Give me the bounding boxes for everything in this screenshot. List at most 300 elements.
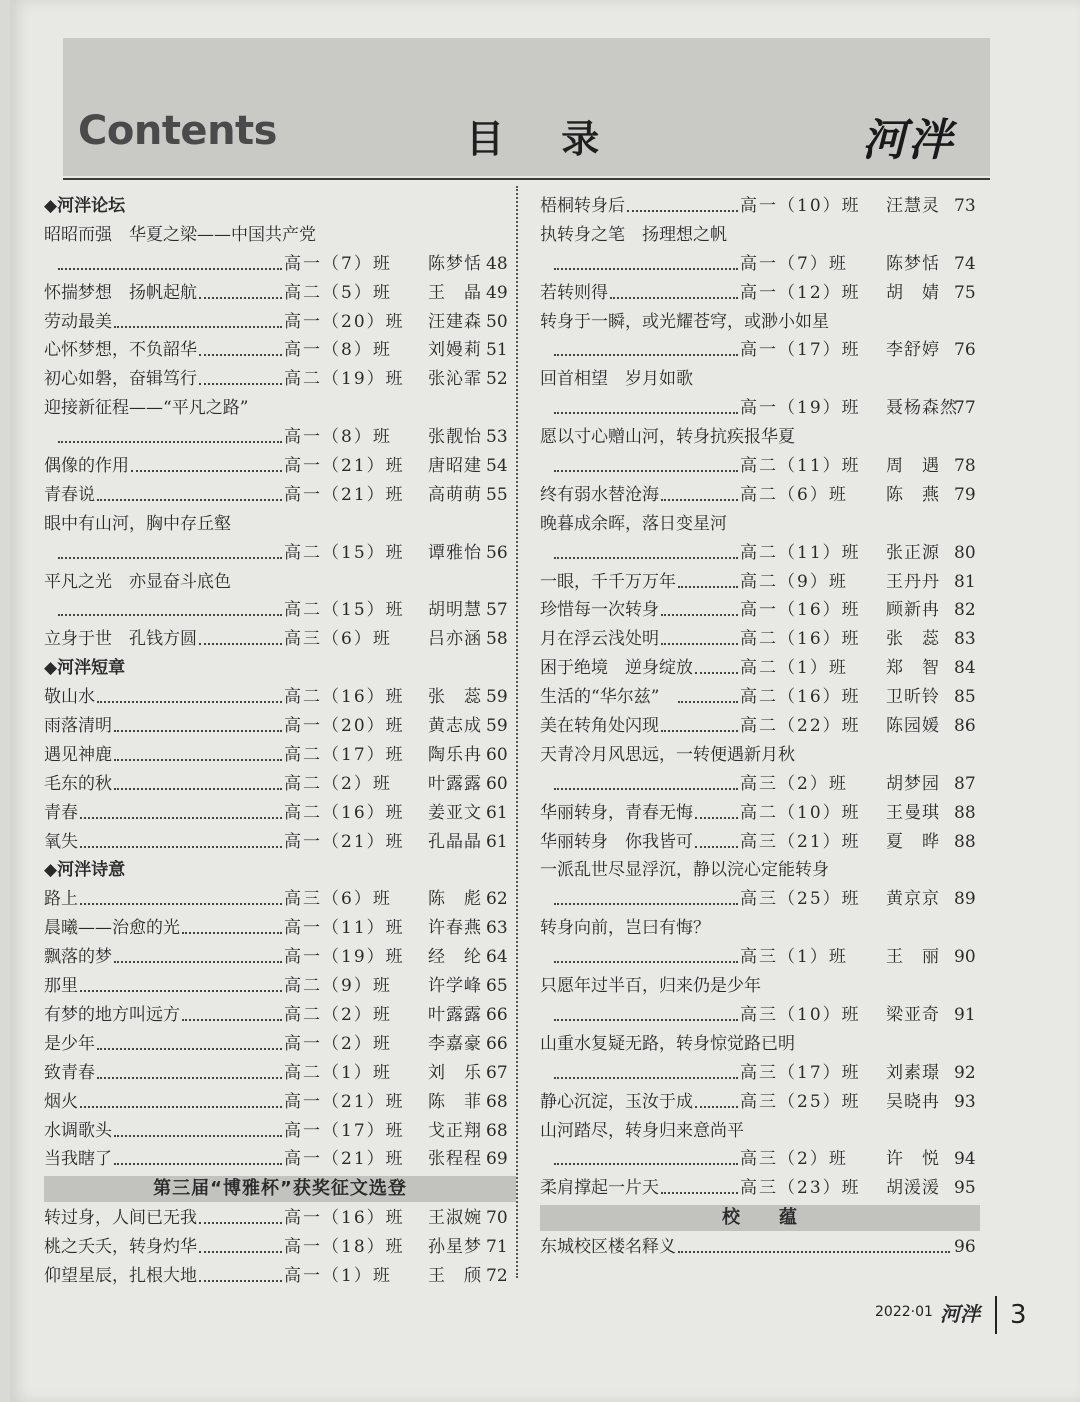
entry-page-number: 71 [486, 1237, 508, 1258]
toc-entry[interactable] [540, 1174, 980, 1203]
entry-title: 回首相望 岁月如歌 [540, 369, 693, 390]
entry-class: 高二（16）班 [740, 687, 861, 708]
entry-title: 昭昭而强 华夏之梁——中国共产党 [44, 224, 316, 245]
toc-entry[interactable] [540, 336, 980, 365]
header-rule [63, 178, 990, 180]
entry-class: 高一（17）班 [740, 340, 861, 361]
entry-author: 王淑婉 [428, 1208, 482, 1229]
entry-class: 高一（17）班 [284, 1120, 405, 1141]
toc-entry[interactable] [44, 568, 516, 597]
toc-entry[interactable] [44, 770, 516, 799]
leader-dots [199, 365, 282, 385]
footer-divider [995, 1296, 997, 1334]
toc-entry[interactable] [44, 1088, 516, 1117]
entry-title: 晚暮成余晖，落日变星河 [540, 513, 727, 534]
entry-page-number: 66 [486, 1004, 508, 1025]
entry-page-number: 82 [954, 600, 976, 621]
entry-class: 高三（6）班 [284, 889, 392, 910]
entry-class: 高一（20）班 [284, 716, 405, 737]
toc-entry[interactable] [540, 712, 980, 741]
entry-author: 谭雅怡 [428, 542, 482, 563]
entry-class: 高一（16）班 [740, 600, 861, 621]
entry-title: 生活的“华尔兹” [540, 687, 660, 708]
toc-entry[interactable] [540, 365, 980, 394]
entry-page-number: 85 [954, 687, 976, 708]
toc-entry[interactable] [540, 481, 980, 510]
entry-page-number: 95 [954, 1178, 976, 1199]
entry-author: 周 遇 [886, 456, 940, 477]
entry-page-number: 51 [486, 340, 508, 361]
toc-entry[interactable] [44, 539, 516, 568]
section-heading [44, 856, 516, 885]
leader-dots [58, 539, 282, 559]
leader-dots [661, 1174, 738, 1194]
leader-dots [695, 1088, 738, 1108]
entry-author: 姜亚文 [428, 802, 482, 823]
entry-author: 黄志成 [428, 716, 482, 737]
entry-title: 那里 [44, 976, 78, 997]
entry-class: 高三（2）班 [740, 1149, 848, 1170]
entry-page-number: 84 [954, 658, 976, 679]
entry-class: 高一（18）班 [284, 1237, 405, 1258]
entry-author: 吴晓冉 [886, 1091, 940, 1112]
entry-title: 东城校区楼名释义 [540, 1237, 676, 1258]
entry-title: 青春说 [44, 484, 95, 505]
contents-label: Contents [78, 108, 277, 154]
toc-entry[interactable] [540, 828, 980, 857]
page-number: 3 [1010, 1300, 1027, 1330]
leader-dots [80, 1088, 282, 1108]
entry-title: 柔肩撑起一片天 [540, 1178, 659, 1199]
entry-title: 当我瞎了 [44, 1149, 112, 1170]
entry-author: 叶露露 [428, 1004, 482, 1025]
entry-author: 陈 彪 [428, 889, 482, 910]
entry-page-number: 88 [954, 831, 976, 852]
entry-title: 毛东的秋 [44, 773, 112, 794]
toc-entry[interactable] [44, 1145, 516, 1174]
toc-entry[interactable] [44, 712, 516, 741]
toc-entry[interactable] [540, 394, 980, 423]
entry-class: 高二（15）班 [284, 600, 405, 621]
toc-entry[interactable] [44, 1059, 516, 1088]
entry-page-number: 61 [486, 831, 508, 852]
page-title: 目 录 [466, 117, 622, 161]
section-band: 第三届“博雅杯”获奖征文选登 [44, 1176, 516, 1202]
toc-entry[interactable] [540, 856, 980, 885]
entry-title: 劳动最美 [44, 311, 112, 332]
toc-entry[interactable] [44, 365, 516, 394]
leader-dots [131, 452, 282, 472]
toc-entry[interactable] [44, 914, 516, 943]
leader-dots [554, 336, 738, 356]
footer-issue: 2022·01 [875, 1304, 933, 1320]
entry-author: 经 纶 [428, 947, 482, 968]
toc-entry[interactable] [540, 654, 980, 683]
entry-class: 高三（6）班 [284, 629, 392, 650]
entry-class: 高一（21）班 [284, 1149, 405, 1170]
toc-entry[interactable] [44, 510, 516, 539]
toc-entry[interactable] [44, 221, 516, 250]
leader-dots [695, 654, 738, 674]
entry-author: 陈园媛 [886, 716, 940, 737]
entry-author: 张 蕊 [886, 629, 940, 650]
entry-page-number: 75 [954, 282, 976, 303]
toc-entry[interactable] [540, 568, 980, 597]
entry-class: 高一（21）班 [284, 484, 405, 505]
entry-author: 张正源 [886, 542, 940, 563]
entry-author: 夏 晔 [886, 831, 940, 852]
entry-class: 高二（11）班 [740, 542, 861, 563]
leader-dots [114, 770, 282, 790]
entry-page-number: 80 [954, 542, 976, 563]
entry-page-number: 52 [486, 369, 508, 390]
entry-title: 遇见神鹿 [44, 744, 112, 765]
entry-title: 敬山水 [44, 687, 95, 708]
toc-entry[interactable] [540, 1059, 980, 1088]
leader-dots [661, 481, 738, 501]
entry-class: 高一（2）班 [284, 1033, 392, 1054]
entry-class: 高一（21）班 [284, 456, 405, 477]
entry-class: 高二（16）班 [740, 629, 861, 650]
entry-page-number: 50 [486, 311, 508, 332]
leader-dots [627, 192, 738, 212]
leader-dots [199, 1233, 282, 1253]
entry-class: 高二（9）班 [740, 571, 848, 592]
leader-dots [80, 972, 282, 992]
entry-title: 梧桐转身后 [540, 196, 625, 216]
entry-title: 平凡之光 亦显奋斗底色 [44, 571, 231, 592]
entry-class: 高一（12）班 [740, 282, 861, 303]
entry-title: 执转身之笔 扬理想之帆 [540, 224, 727, 245]
entry-author: 李舒婷 [886, 340, 940, 361]
entry-author: 陈梦恬 [886, 253, 940, 274]
entry-author: 汪慧灵 [886, 196, 940, 216]
entry-title: 偶像的作用 [44, 456, 129, 477]
entry-title: 一派乱世尽显浮沉，静以浣心定能转身 [540, 860, 829, 881]
toc-entry[interactable] [540, 1088, 980, 1117]
entry-class: 高一（7）班 [284, 253, 392, 274]
entry-page-number: 59 [486, 687, 508, 708]
entry-author: 梁亚奇 [886, 1004, 940, 1025]
toc-entry[interactable] [44, 885, 516, 914]
entry-page-number: 63 [486, 918, 508, 939]
entry-title: 飘落的梦 [44, 947, 112, 968]
toc-entry[interactable] [44, 683, 516, 712]
entry-class: 高三（23）班 [740, 1178, 861, 1199]
entry-class: 高二（2）班 [284, 773, 392, 794]
entry-title: 困于绝境 逆身绽放 [540, 658, 693, 679]
entry-author: 胡湲湲 [886, 1178, 940, 1199]
entry-class: 高一（21）班 [284, 1091, 405, 1112]
entry-title: 烟火 [44, 1091, 78, 1112]
leader-dots [678, 568, 738, 588]
entry-title: 静心沉淀，玉汝于成 [540, 1091, 693, 1112]
leader-dots [58, 423, 282, 443]
toc-entry[interactable] [44, 1204, 516, 1233]
entry-author: 陈 燕 [886, 484, 940, 505]
toc-entry[interactable] [44, 1262, 516, 1291]
leader-dots [695, 799, 738, 819]
toc-entry[interactable] [540, 539, 980, 568]
entry-page-number: 79 [954, 484, 976, 505]
toc-entry[interactable] [44, 481, 516, 510]
toc-entry[interactable] [44, 1030, 516, 1059]
entry-title: 桃之夭夭，转身灼华 [44, 1237, 197, 1258]
entry-author: 刘素璟 [886, 1062, 940, 1083]
toc-entry[interactable] [540, 1145, 980, 1174]
entry-page-number: 68 [486, 1120, 508, 1141]
entry-author: 王 晶 [428, 282, 482, 303]
entry-class: 高三（25）班 [740, 889, 861, 910]
toc-entry[interactable] [540, 1030, 980, 1059]
entry-class: 高二（22）班 [740, 716, 861, 737]
leader-dots [199, 1262, 282, 1282]
toc-entry[interactable] [540, 1001, 980, 1030]
leader-dots [58, 596, 282, 616]
toc-entry[interactable] [540, 943, 980, 972]
toc-entry[interactable] [540, 799, 980, 828]
toc-entry[interactable] [540, 741, 980, 770]
entry-title: 华丽转身 你我皆可 [540, 831, 693, 852]
entry-title: 晨曦——治愈的光 [44, 918, 180, 939]
toc-entry[interactable] [540, 770, 980, 799]
leader-dots [554, 452, 738, 472]
toc-entry[interactable] [540, 308, 980, 337]
section-heading [44, 654, 516, 683]
entry-class: 高二（1）班 [284, 1062, 392, 1083]
entry-class: 高二（10）班 [740, 802, 861, 823]
toc-entry[interactable] [44, 1233, 516, 1262]
leader-dots [58, 250, 282, 270]
toc-entry[interactable] [44, 279, 516, 308]
leader-dots [114, 943, 282, 963]
entry-page-number: 92 [954, 1062, 976, 1083]
entry-page-number: 69 [486, 1149, 508, 1170]
entry-title: 华丽转身，青春无悔 [540, 802, 693, 823]
leader-dots [80, 799, 282, 819]
entry-class: 高二（11）班 [740, 456, 861, 477]
entry-author: 张程程 [428, 1149, 482, 1170]
entry-class: 高一（8）班 [284, 427, 392, 448]
toc-entry[interactable] [540, 510, 980, 539]
leader-dots [554, 885, 738, 905]
entry-class: 高一（16）班 [284, 1208, 405, 1229]
entry-class: 高一（1）班 [284, 1266, 392, 1287]
entry-title: 山河踏尽，转身归来意尚平 [540, 1120, 744, 1141]
entry-page-number: 93 [954, 1091, 976, 1112]
entry-title: 有梦的地方叫远方 [44, 1004, 180, 1025]
entry-page-number: 62 [486, 889, 508, 910]
entry-title: 仰望星辰，扎根大地 [44, 1266, 197, 1287]
entry-class: 高二（5）班 [284, 282, 392, 303]
leader-dots [554, 250, 738, 270]
entry-title: 只愿年过半百，归来仍是少年 [540, 976, 761, 997]
toc-entry[interactable] [44, 423, 516, 452]
entry-page-number: 74 [954, 253, 976, 274]
toc-entry[interactable] [44, 943, 516, 972]
entry-page-number: 89 [954, 889, 976, 910]
entry-page-number: 64 [486, 947, 508, 968]
entry-author: 孙星梦 [428, 1237, 482, 1258]
toc-entry[interactable] [44, 741, 516, 770]
entry-class: 高一（21）班 [284, 831, 405, 852]
leader-dots [97, 1059, 282, 1079]
section-heading [44, 192, 516, 221]
entry-page-number: 67 [486, 1062, 508, 1083]
entry-class: 高三（25）班 [740, 1091, 861, 1112]
toc-entry[interactable] [44, 972, 516, 1001]
entry-author: 胡 婧 [886, 282, 940, 303]
entry-author: 孔晶晶 [428, 831, 482, 852]
leader-dots [114, 741, 282, 761]
entry-page-number: 54 [486, 456, 508, 477]
toc-entry[interactable] [44, 308, 516, 337]
footer-brand: 河泮 [940, 1302, 980, 1326]
entry-class: 高二（16）班 [284, 802, 405, 823]
entry-title: 水调歌头 [44, 1120, 112, 1141]
entry-author: 汪建森 [428, 311, 482, 332]
entry-page-number: 94 [954, 1149, 976, 1170]
entry-title: 转身于一瞬，或光耀苍穹，或渺小如星 [540, 311, 829, 332]
toc-entry[interactable] [540, 596, 980, 625]
entry-class: 高二（19）班 [284, 369, 405, 390]
entry-author: 唐昭建 [428, 456, 482, 477]
entry-author: 王丹丹 [886, 571, 940, 592]
entry-page-number: 53 [486, 427, 508, 448]
toc-entry[interactable] [540, 885, 980, 914]
toc-entry[interactable] [44, 336, 516, 365]
toc-entry[interactable] [540, 250, 980, 279]
entry-title: 终有弱水替沧海 [540, 484, 659, 505]
leader-dots [182, 1001, 282, 1021]
column-divider [516, 186, 518, 1278]
toc-entry[interactable] [44, 828, 516, 857]
entry-title: 转身向前，岂曰有悔？ [540, 918, 710, 939]
entry-page-number: 87 [954, 773, 976, 794]
entry-class: 高二（15）班 [284, 542, 405, 563]
entry-class: 高一（8）班 [284, 340, 392, 361]
leader-dots [554, 1059, 738, 1079]
entry-page-number: 59 [486, 716, 508, 737]
entry-page-number: 83 [954, 629, 976, 650]
toc-entry[interactable] [44, 1001, 516, 1030]
entry-class: 高一（11）班 [284, 918, 405, 939]
entry-title: 是少年 [44, 1033, 95, 1054]
entry-title: 山重水复疑无路，转身惊觉路已明 [540, 1033, 795, 1054]
entry-title: 心怀梦想，不负韶华 [44, 340, 197, 361]
entry-author: 刘嫚莉 [428, 340, 482, 361]
toc-entry[interactable] [540, 423, 980, 452]
leader-dots [182, 914, 282, 934]
leader-dots [199, 336, 282, 356]
entry-page-number: 88 [954, 802, 976, 823]
toc-entry[interactable] [44, 452, 516, 481]
entry-class: 高一（20）班 [284, 311, 405, 332]
entry-author: 聂杨森然 [886, 398, 958, 419]
entry-title: 路上 [44, 889, 78, 910]
entry-class: 高二（2）班 [284, 1004, 392, 1025]
toc-entry[interactable] [540, 1233, 980, 1262]
entry-author: 陈 菲 [428, 1091, 482, 1112]
entry-page-number: 70 [486, 1208, 508, 1229]
toc-entry[interactable] [44, 625, 516, 654]
toc-entry[interactable] [44, 394, 516, 423]
leader-dots [199, 279, 282, 299]
entry-title: 天青冷月风思远，一转便遇新月秋 [540, 744, 795, 765]
entry-author: 高萌萌 [428, 484, 482, 505]
toc-entry[interactable] [540, 1117, 980, 1146]
entry-author: 李嘉豪 [428, 1033, 482, 1054]
toc-entry[interactable] [44, 1117, 516, 1146]
entry-author: 王 颀 [428, 1266, 482, 1287]
entry-page-number: 72 [486, 1266, 508, 1287]
entry-title: 雨落清明 [44, 716, 112, 737]
entry-page-number: 96 [954, 1237, 976, 1258]
section-band: 校 蕴 [540, 1205, 980, 1231]
entry-title: 转过身，人间已无我 [44, 1208, 197, 1229]
leader-dots [661, 625, 738, 645]
entry-class: 高二（9）班 [284, 976, 392, 997]
toc-entry[interactable] [540, 452, 980, 481]
entry-page-number: 73 [954, 196, 976, 216]
section-title: ◆河泮诗意 [44, 860, 126, 881]
entry-title: 怀揣梦想 扬帆起航 [44, 282, 197, 303]
leader-dots [554, 770, 738, 790]
entry-class: 高三（21）班 [740, 831, 861, 852]
entry-author: 戈正翔 [428, 1120, 482, 1141]
leader-dots [114, 712, 282, 732]
entry-class: 高一（19）班 [740, 398, 861, 419]
entry-title: 一眼，千千万万年 [540, 571, 676, 592]
entry-author: 胡梦园 [886, 773, 940, 794]
entry-author: 张 蕊 [428, 687, 482, 708]
entry-page-number: 58 [486, 629, 508, 650]
toc-entry[interactable] [540, 683, 980, 712]
entry-page-number: 77 [954, 398, 976, 419]
entry-author: 黄京京 [886, 889, 940, 910]
leader-dots [554, 539, 738, 559]
toc-entry[interactable] [540, 192, 980, 221]
entry-page-number: 60 [486, 744, 508, 765]
entry-class: 高一（19）班 [284, 947, 405, 968]
entry-page-number: 81 [954, 571, 976, 592]
toc-entry[interactable] [540, 625, 980, 654]
toc-entry[interactable] [540, 972, 980, 1001]
entry-class: 高三（10）班 [740, 1004, 861, 1025]
entry-author: 王曼琪 [886, 802, 940, 823]
entry-title: 月在浮云浅处明 [540, 629, 659, 650]
toc-entry[interactable] [540, 914, 980, 943]
leader-dots [114, 1145, 282, 1165]
toc-entry[interactable] [44, 250, 516, 279]
leader-dots [554, 943, 738, 963]
toc-entry[interactable] [44, 799, 516, 828]
leader-dots [199, 1204, 282, 1224]
toc-entry[interactable] [44, 596, 516, 625]
toc-entry[interactable] [540, 221, 980, 250]
entry-author: 吕亦涵 [428, 629, 482, 650]
entry-title: 青春 [44, 802, 78, 823]
toc-left-column [44, 192, 516, 1291]
leader-dots [97, 683, 282, 703]
toc-entry[interactable] [540, 279, 980, 308]
entry-author: 胡明慧 [428, 600, 482, 621]
entry-title: 初心如磐，奋辑笃行 [44, 369, 197, 390]
entry-title: 眼中有山河，胸中存丘壑 [44, 513, 231, 534]
entry-title: 愿以寸心赠山河，转身抗疾报华夏 [540, 427, 795, 448]
leader-dots [80, 885, 282, 905]
entry-page-number: 65 [486, 976, 508, 997]
